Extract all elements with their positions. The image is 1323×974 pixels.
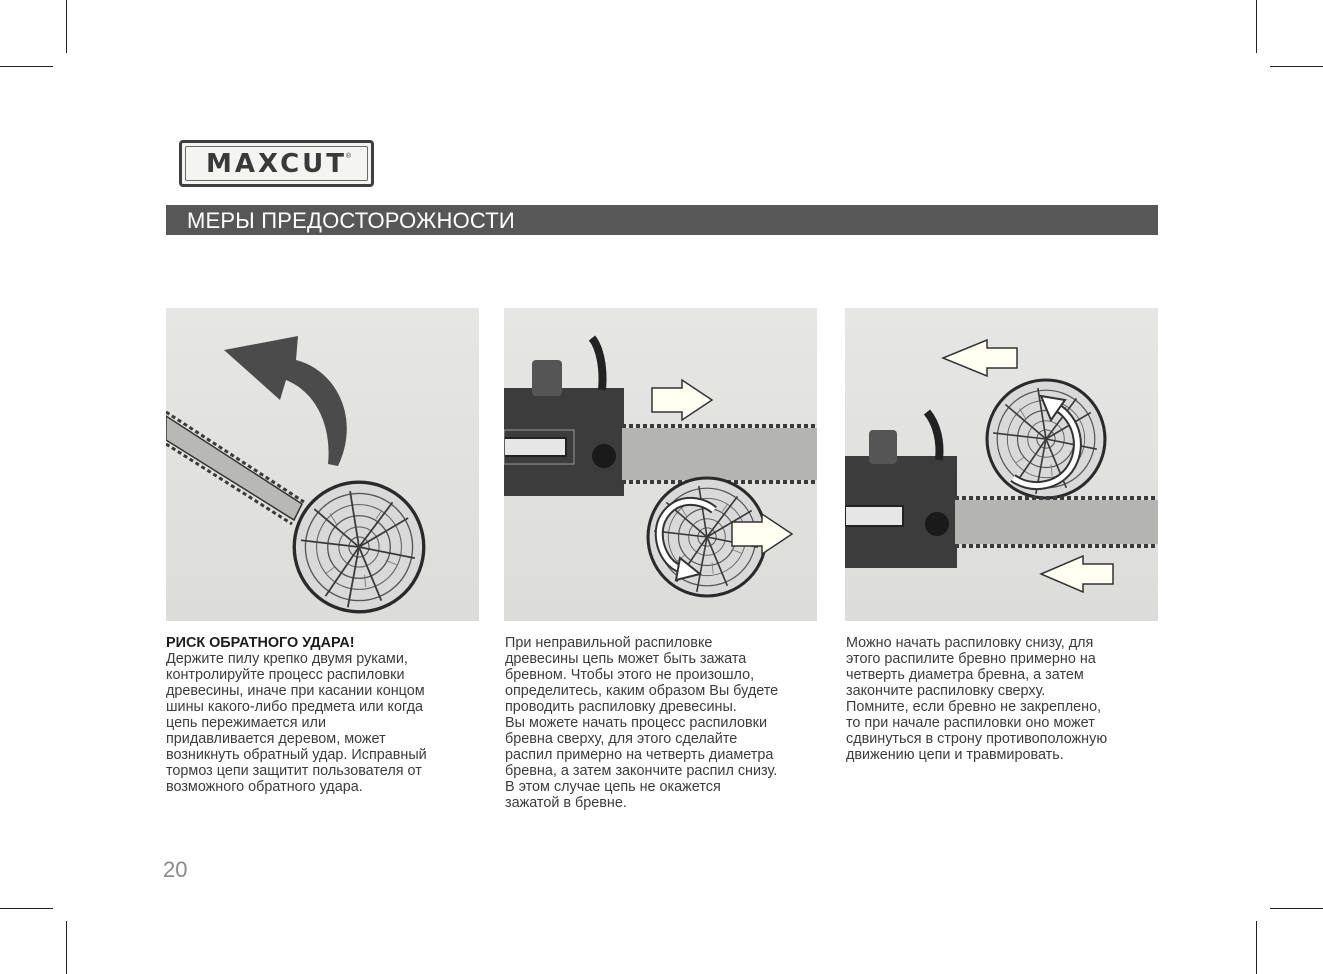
text-line: Помните, если бревно не закреплено,: [846, 699, 1102, 715]
text-line: определитесь, каким образом Вы будете: [505, 683, 779, 699]
text-line: тормоз цепи защитит пользователя от: [166, 763, 422, 779]
chainsaw-body: [845, 412, 957, 568]
text-line: Вы можете начать процесс распиловки: [505, 715, 768, 731]
text-line: В этом случае цепь не окажется: [505, 779, 721, 795]
text-line: возникнуть обратный удар. Исправный: [166, 747, 427, 763]
illustration-kickback: [166, 308, 479, 621]
brand-logo: [179, 140, 374, 187]
crop-mark: [1270, 66, 1323, 67]
text-line: закончите распиловку сверху.: [846, 683, 1046, 699]
text-line: движению цепи и травмировать.: [846, 747, 1064, 763]
crop-mark: [66, 921, 67, 974]
crop-mark: [1256, 0, 1257, 53]
text-line: цепь пережимается или: [166, 715, 326, 731]
text-line: бревна сверху, для этого сделайте: [505, 731, 738, 747]
text-column-cut-from-bottom: [846, 635, 1156, 763]
text-line: возможного обратного удара.: [166, 779, 363, 795]
text-column-cut-from-top: [505, 635, 815, 811]
kickback-arrow-icon: [224, 336, 347, 466]
registered-mark: ®: [345, 153, 351, 160]
page-number: 20: [163, 857, 188, 882]
log-end-icon: [294, 482, 424, 612]
illustration-cut-from-bottom: [845, 308, 1158, 621]
crop-mark: [1256, 921, 1257, 974]
text-line: четверть диаметра бревна, а затем: [846, 667, 1084, 683]
text-line: зажатой в бревне.: [505, 795, 627, 811]
kickback-heading: РИСК ОБРАТНОГО УДАРА!: [166, 635, 355, 651]
text-line: При неправильной распиловке: [505, 635, 713, 651]
arrow-left-icon: [1041, 556, 1113, 592]
text-line: древесины цепь может быть зажата: [505, 651, 747, 667]
section-title: МЕРЫ ПРЕДОСТОРОЖНОСТИ: [187, 208, 515, 233]
text-line: то при начале распиловки оно может: [846, 715, 1095, 731]
text-line: бревном. Чтобы этого не произошло,: [505, 667, 755, 683]
chainsaw-bar: [955, 498, 1158, 546]
text-line: бревна, а затем закончите распил снизу.: [505, 763, 778, 779]
crop-mark: [0, 908, 53, 909]
text-line: Можно начать распиловку снизу, для: [846, 635, 1094, 651]
crop-mark: [1270, 908, 1323, 909]
chainsaw-body: [504, 338, 624, 496]
text-line: проводить распиловку древесины.: [505, 699, 737, 715]
arrow-right-icon: [652, 380, 712, 420]
text-line: шины какого-либо предмета или когда: [166, 699, 424, 715]
chainsaw-bar: [166, 412, 304, 524]
chainsaw-bar: [622, 426, 817, 482]
arrow-left-icon: [943, 340, 1017, 376]
text-line: Держите пилу крепко двумя руками,: [166, 651, 408, 667]
brand-logo-text: MAXCUT: [205, 149, 348, 179]
text-line: древесины, иначе при касании концом: [166, 683, 425, 699]
text-line: придавливается деревом, может: [166, 731, 386, 747]
text-line: этого распилите бревно примерно на: [846, 651, 1096, 667]
text-line: сдвинуться в строну противоположную: [846, 731, 1108, 747]
crop-mark: [0, 66, 53, 67]
crop-mark: [66, 0, 67, 53]
text-line: контролируйте процесс распиловки: [166, 667, 405, 683]
text-column-kickback: [166, 635, 476, 795]
section-header-bar: [166, 205, 1158, 235]
text-line: распил примерно на четверть диаметра: [505, 747, 774, 763]
illustration-cut-from-top: [504, 308, 817, 621]
